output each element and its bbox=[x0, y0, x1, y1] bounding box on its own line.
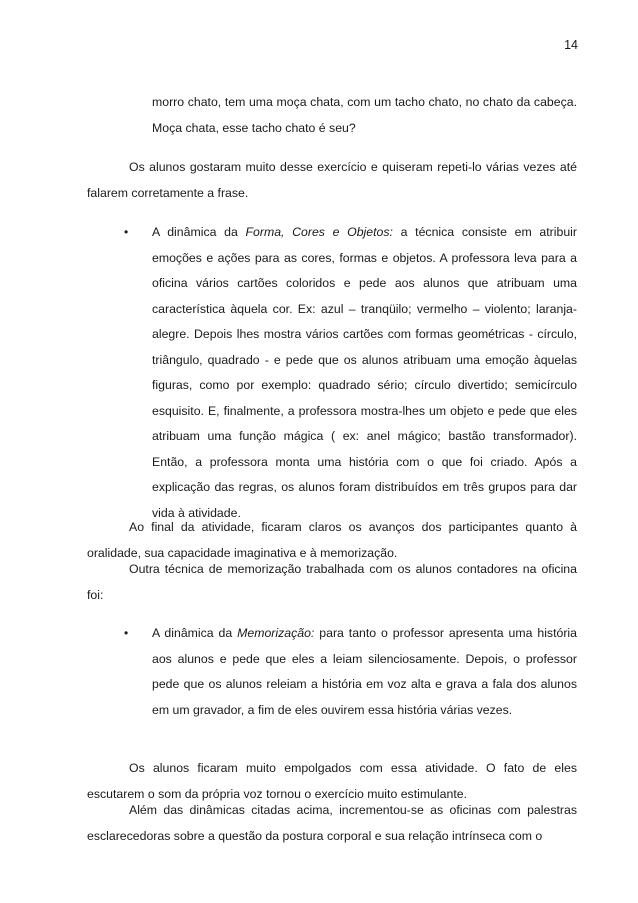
bullet-term: Forma, Cores e Objetos: bbox=[245, 225, 393, 239]
paragraph-students-excited: Os alunos ficaram muito empolgados com essa atividade. O fato de eles escutarem o som da própria voz tornou o exercício muito estimulante. bbox=[87, 761, 577, 801]
bullet-item-memorizacao bbox=[124, 621, 577, 723]
paragraph-exercise-result: Os alunos gostaram muito desse exercício e quiseram repeti-lo várias vezes até falarem corretamente a frase. bbox=[87, 160, 577, 200]
bullet-term: Memorização: bbox=[237, 626, 315, 640]
bullet-text: a técnica consiste em atribuir emoções e ações para as cores, formas e objetos. A professora leva para a oficina vários cartões coloridos e pede aos alunos que atribuam uma característica àquela cor. Ex: azul – tranqüilo; vermelho – violento; laranja- alegre. Depois lhes mostra vários cartões com formas geométricas - círculo, triângulo, quadrado - e pede que os alunos atribuam uma emoção àquelas figuras, como por exemplo: quadrado sério; círculo divertido; semicírculo esquisito. E, finalmente, a professora mostra-lhes um objeto e pede que eles atribuam uma função mágica ( ex: anel mágico; bastão transformador). Então, a professora monta uma história com o que foi criado. Após a explicação das regras, os alunos foram distribuídos em três grupos para dar vida à atividade. bbox=[152, 225, 577, 520]
paragraph-final-activity: Ao final da atividade, ficaram claros os avanços dos participantes quanto à oralidade, sua capacidade imaginativa e à memorização. bbox=[87, 520, 577, 560]
page-number: 14 bbox=[564, 38, 578, 52]
bullet-prefix: A dinâmica da bbox=[152, 626, 238, 640]
paragraph-memorization-technique: Outra técnica de memorização trabalhada com os alunos contadores na oficina foi: bbox=[87, 562, 577, 602]
bullet-prefix: A dinâmica da bbox=[152, 225, 246, 239]
bullet-icon: • bbox=[124, 225, 129, 239]
bullet-text: para tanto o professor apresenta uma história aos alunos e pede que eles a leiam silenciosamente. Depois, o professor pede que os alunos releiam a história em voz alta e grava a fala dos alunos em um gravador, a fim de eles ouvirem essa história várias vezes. bbox=[152, 626, 577, 717]
continuation-quote: morro chato, tem uma moça chata, com um tacho chato, no chato da cabeça. Moça chata, esse tacho chato é seu? bbox=[152, 95, 577, 135]
paragraph-lectures: Além das dinâmicas citadas acima, incrementou-se as oficinas com palestras esclarecedoras sobre a questão da postura corporal e sua relação intrínseca com o bbox=[87, 803, 577, 843]
bullet-icon: • bbox=[124, 626, 129, 640]
bullet-item-forma-cores-objetos bbox=[124, 220, 577, 526]
